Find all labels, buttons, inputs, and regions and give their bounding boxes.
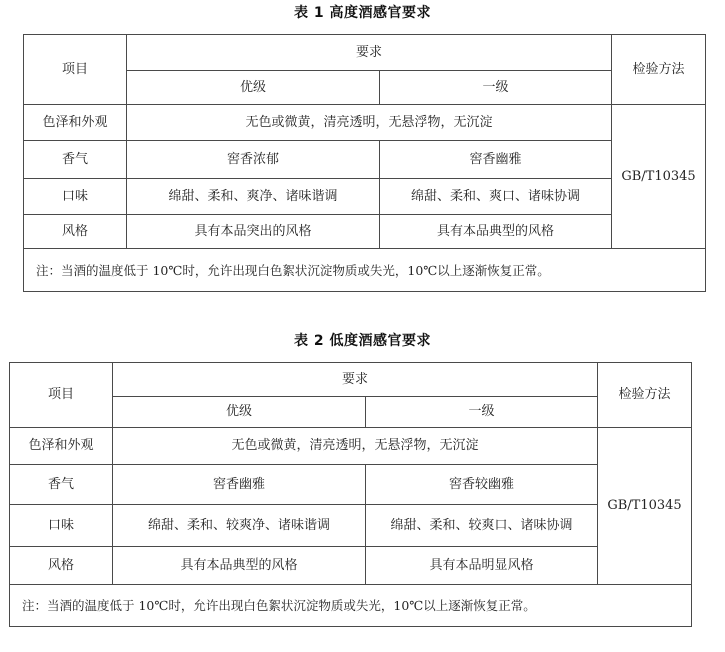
table1-row-taste-name: 口味 bbox=[24, 179, 127, 215]
table1-row-taste-superior: 绵甜、柔和、爽净、诸味谐调 bbox=[127, 179, 380, 215]
table2-header-item: 项目 bbox=[10, 363, 113, 428]
table2-header-requirement: 要求 bbox=[113, 363, 598, 397]
table2-row-taste-superior: 绵甜、柔和、较爽净、诸味谐调 bbox=[113, 505, 366, 547]
table2-row-style-name: 风格 bbox=[10, 547, 113, 585]
table1-row-aroma-superior: 窖香浓郁 bbox=[127, 141, 380, 179]
table2-row-style-superior: 具有本品典型的风格 bbox=[113, 547, 366, 585]
table1-header-first: 一级 bbox=[380, 71, 612, 105]
table1-row-appearance-value: 无色或微黄，清亮透明，无悬浮物，无沉淀 bbox=[127, 105, 612, 141]
table1-header-superior: 优级 bbox=[127, 71, 380, 105]
table2-row-taste-name: 口味 bbox=[10, 505, 113, 547]
table2 bbox=[9, 362, 692, 627]
table1-row-style-superior: 具有本品突出的风格 bbox=[127, 215, 380, 249]
table1 bbox=[23, 34, 706, 292]
table2-row-appearance-value: 无色或微黄，清亮透明，无悬浮物，无沉淀 bbox=[113, 428, 598, 465]
table2-method-value: GB/T10345 bbox=[598, 428, 692, 585]
table2-row-aroma-name: 香气 bbox=[10, 465, 113, 505]
table1-row-style-first: 具有本品典型的风格 bbox=[380, 215, 612, 249]
table2-note: 注：当酒的温度低于 10℃时，允许出现白色絮状沉淀物质或失光，10℃以上逐渐恢复正常。 bbox=[10, 585, 692, 627]
table2-row-aroma-first: 窖香较幽雅 bbox=[366, 465, 598, 505]
table2-row-taste-first: 绵甜、柔和、较爽口、诸味协调 bbox=[366, 505, 598, 547]
table1-row-style-name: 风格 bbox=[24, 215, 127, 249]
table2-row-appearance-name: 色泽和外观 bbox=[10, 428, 113, 465]
table2-header-method: 检验方法 bbox=[598, 363, 692, 428]
table2-caption: 表 2 低度酒感官要求 bbox=[294, 333, 431, 349]
table2-row-style-first: 具有本品明显风格 bbox=[366, 547, 598, 585]
table1-header-requirement: 要求 bbox=[127, 35, 612, 71]
table2-header-superior: 优级 bbox=[113, 397, 366, 428]
table1-note: 注：当酒的温度低于 10℃时，允许出现白色絮状沉淀物质或失光，10℃以上逐渐恢复正常。 bbox=[24, 249, 706, 292]
table1-row-aroma-first: 窖香幽雅 bbox=[380, 141, 612, 179]
table1-header-item: 项目 bbox=[24, 35, 127, 105]
table1-row-appearance-name: 色泽和外观 bbox=[24, 105, 127, 141]
table2-header-first: 一级 bbox=[366, 397, 598, 428]
table1-caption: 表 1 高度酒感官要求 bbox=[294, 5, 431, 21]
table2-row-aroma-superior: 窖香幽雅 bbox=[113, 465, 366, 505]
table1-row-taste-first: 绵甜、柔和、爽口、诸味协调 bbox=[380, 179, 612, 215]
table1-method-value: GB/T10345 bbox=[612, 105, 706, 249]
table1-row-aroma-name: 香气 bbox=[24, 141, 127, 179]
table1-header-method: 检验方法 bbox=[612, 35, 706, 105]
